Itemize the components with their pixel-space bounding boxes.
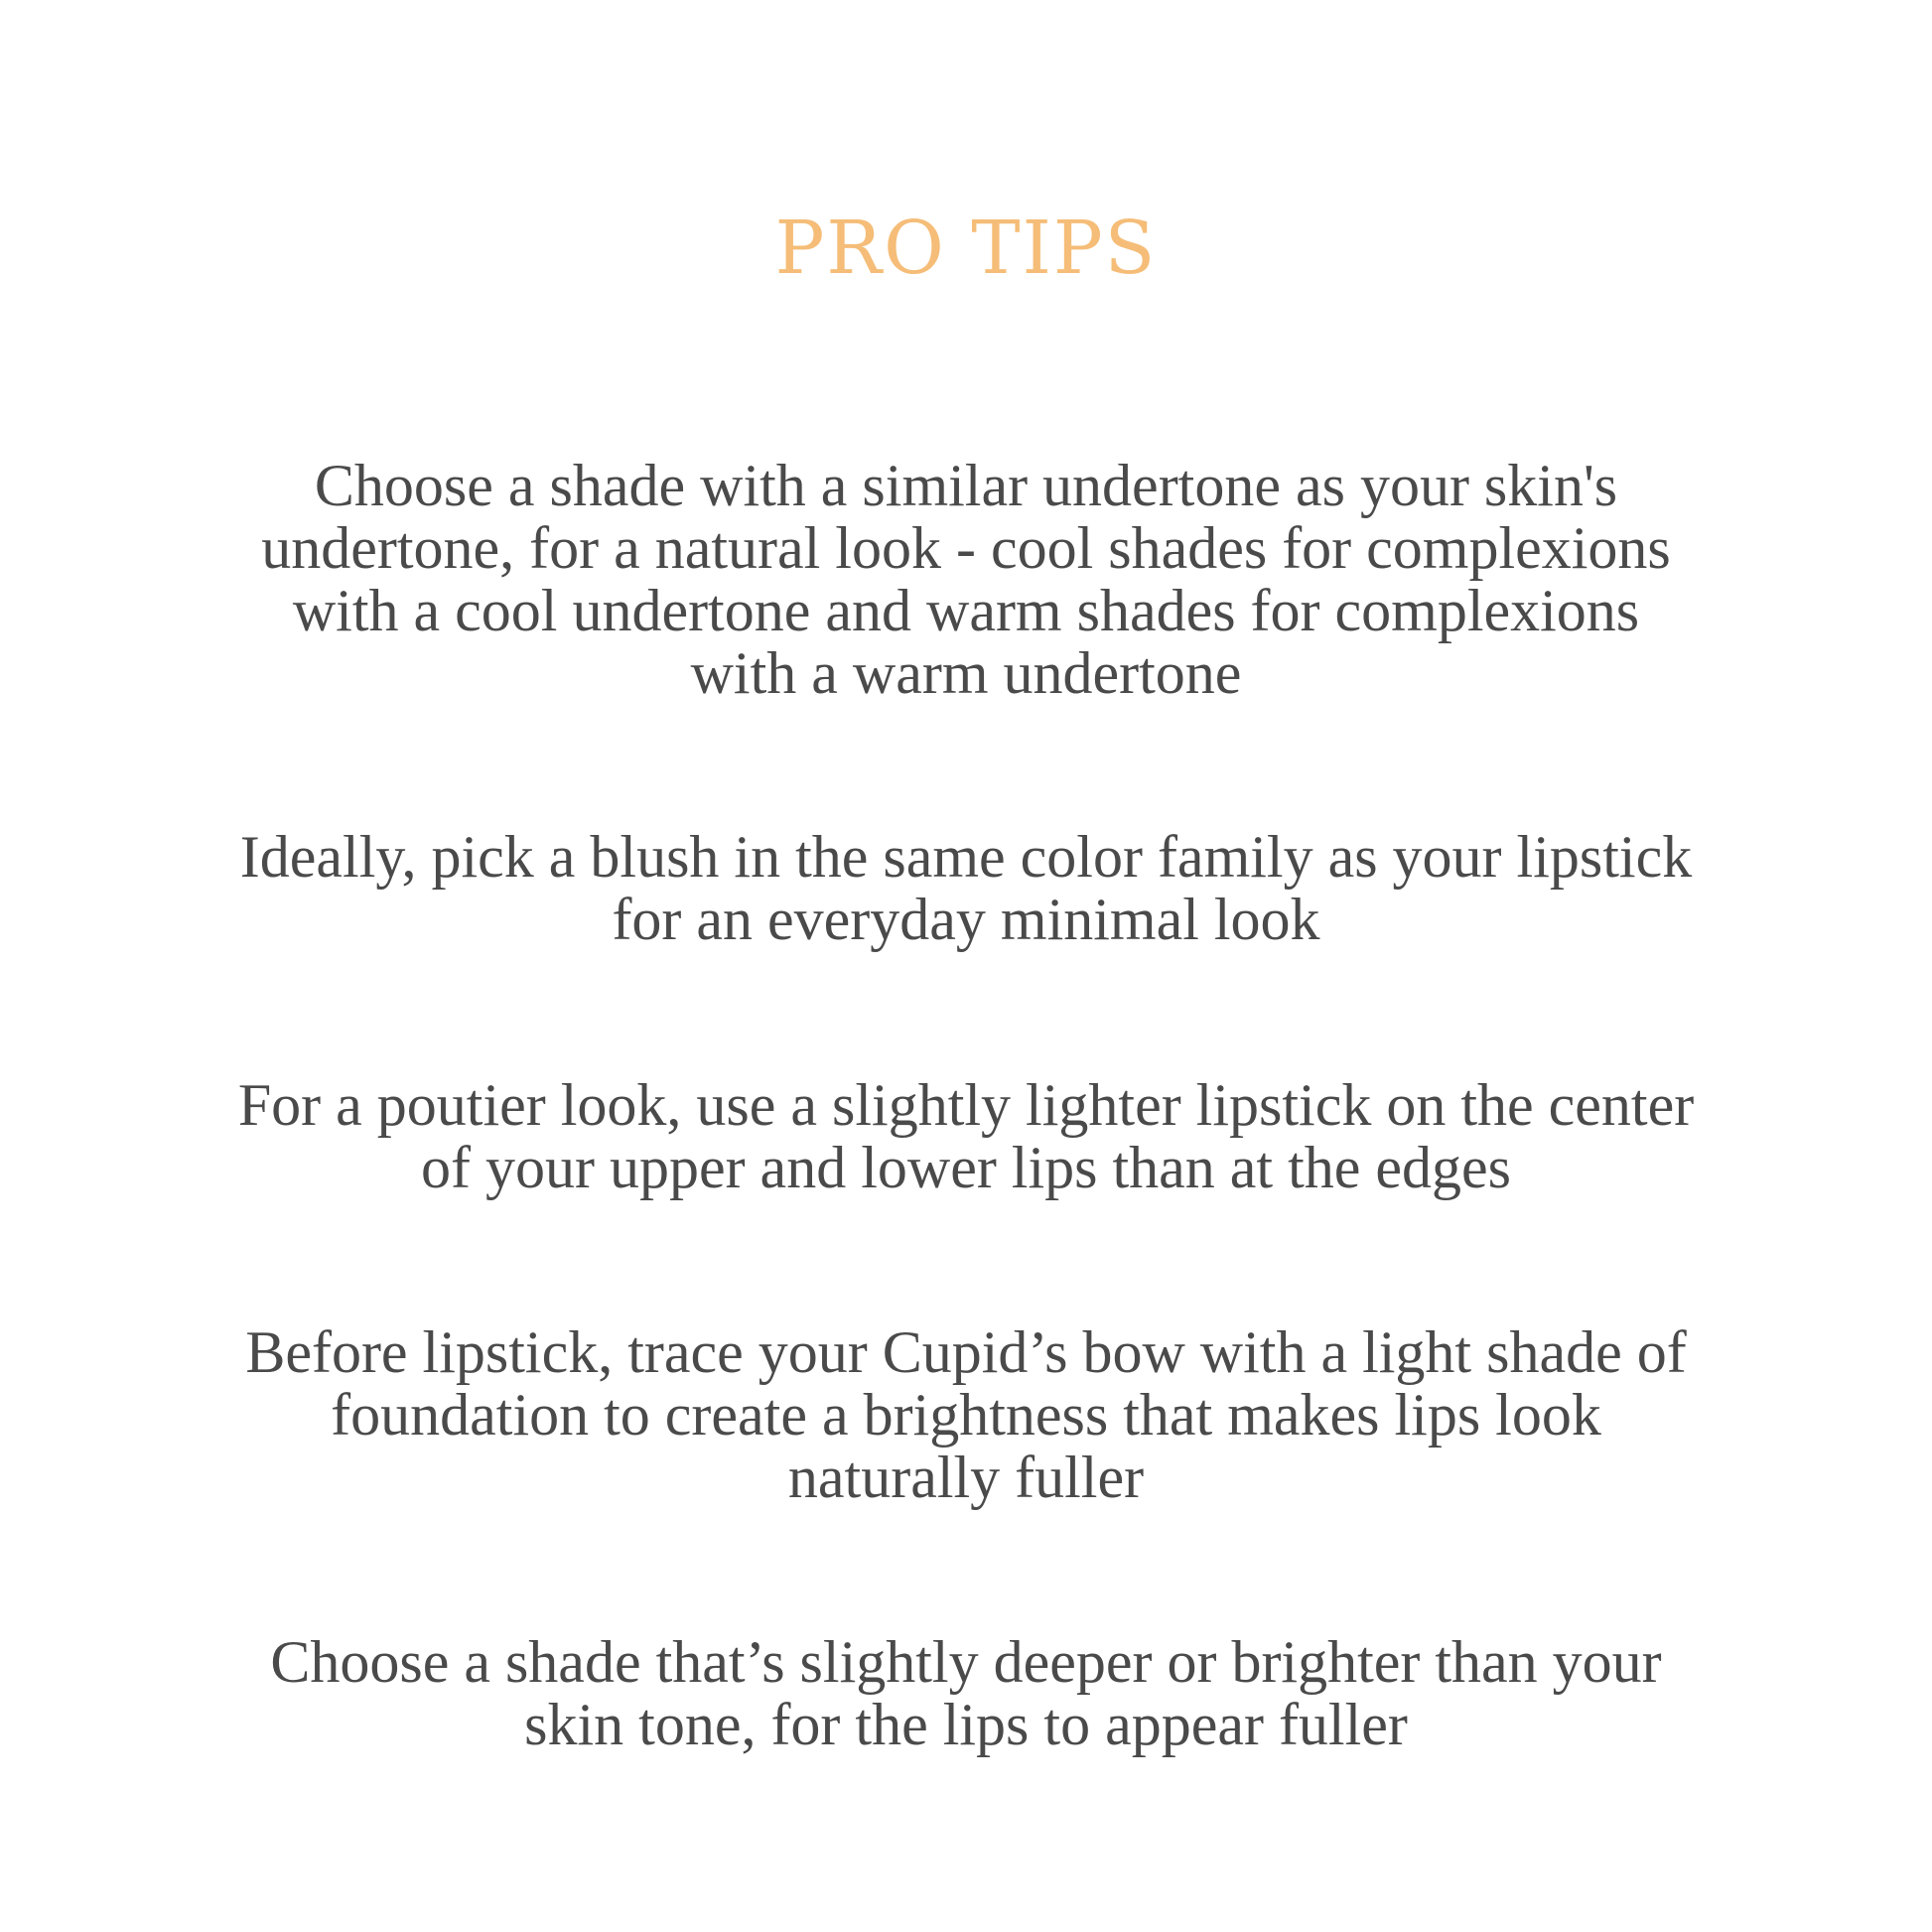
tip-poutier-look <box>149 1074 1783 1199</box>
tip-line: skin tone, for the lips to appear fuller <box>524 1692 1408 1757</box>
tip-line: undertone, for a natural look - cool shades for complexions <box>261 515 1671 581</box>
tip-line: Choose a shade with a similar undertone as your skin's <box>314 453 1618 518</box>
tip-line: foundation to create a brightness that makes lips look <box>331 1382 1601 1448</box>
tip-line: Ideally, pick a blush in the same color family as your lipstick <box>239 824 1693 890</box>
tip-line: For a poutier look, use a slightly lighter lipstick on the center <box>237 1072 1695 1138</box>
tip-line: Before lipstick, trace your Cupid’s bow with a light shade of <box>245 1319 1687 1385</box>
tip-line: with a cool undertone and warm shades for complexions <box>292 578 1640 643</box>
page-title: PRO TIPS <box>774 206 1158 291</box>
tip-blush <box>149 826 1783 951</box>
tip-line: for an everyday minimal look <box>612 887 1320 952</box>
tip-cupids-bow <box>149 1321 1783 1509</box>
tip-line: naturally fuller <box>787 1445 1145 1510</box>
tip-line: Choose a shade that’s slightly deeper or brighter than your <box>270 1629 1662 1695</box>
tip-line: with a warm undertone <box>690 640 1242 706</box>
tip-line: of your upper and lower lips than at the edges <box>420 1135 1512 1200</box>
tip-undertone <box>149 455 1783 705</box>
tip-fuller-lips <box>149 1631 1783 1756</box>
